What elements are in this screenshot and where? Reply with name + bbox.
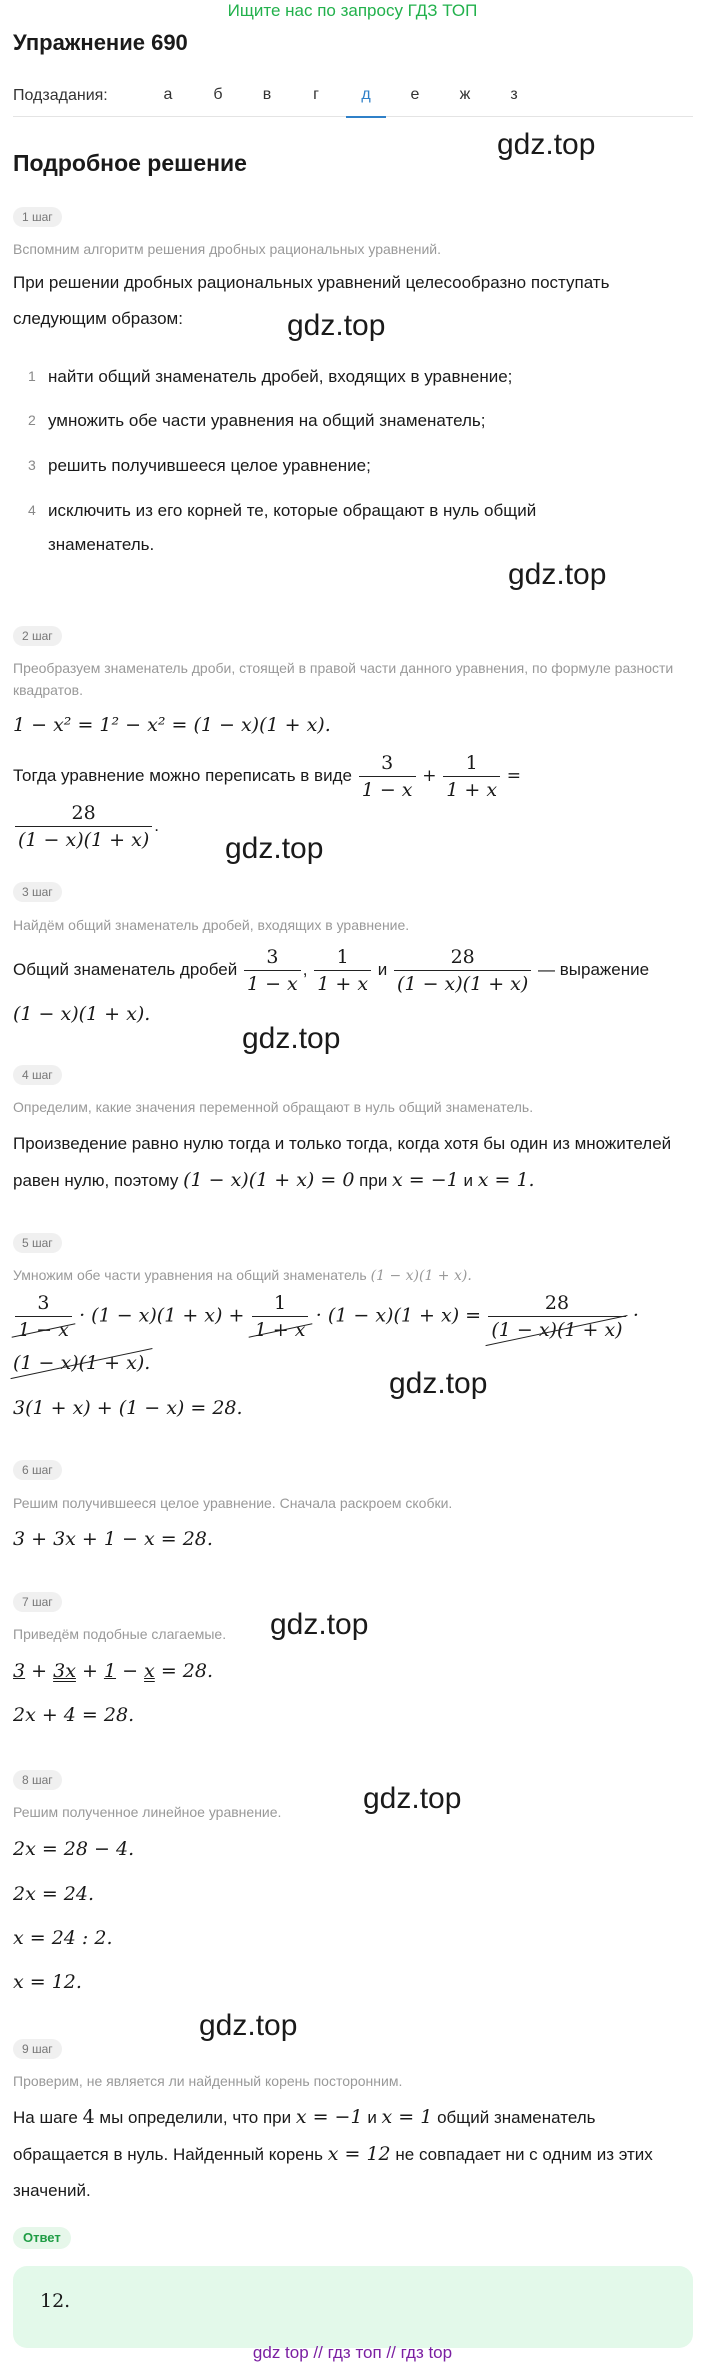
footer-links[interactable]: gdz top // гдз топ // гдз top: [252, 2343, 453, 2362]
tab-zh[interactable]: ж: [459, 86, 471, 103]
like-term: 3: [13, 1660, 26, 1682]
step-text-part: Тогда уравнение можно переписать в виде: [13, 765, 352, 785]
subtasks-bar: [13, 82, 693, 117]
fraction-numerator: 3: [359, 750, 416, 777]
tab-b[interactable]: б: [213, 86, 223, 103]
formula: 2x = 28 − 4.: [13, 1838, 135, 1860]
step-hint: Решим получившееся целое уравнение. Сначала раскроем скобки.: [13, 1495, 453, 1511]
fraction: [443, 750, 500, 803]
step-text-part: не совпадает ни с одним из этих значений.: [13, 2145, 653, 2200]
watermark: gdz.top: [199, 2009, 298, 2042]
watermark: gdz.top: [242, 1022, 341, 1055]
operator: =: [506, 765, 522, 786]
step-hint: Преобразуем знаменатель дроби, стоящей в правой части данного уравнения, по формуле разности квадратов.: [13, 660, 674, 698]
formula: x = 24 : 2.: [13, 1927, 113, 1949]
step-badge: 9 шаг: [13, 2039, 62, 2059]
step-text: [13, 2099, 673, 2209]
formula: 4: [82, 2106, 95, 2128]
formula: ·: [632, 1304, 639, 1327]
list-number: 4: [28, 502, 36, 518]
search-banner: Ищите нас по запросу ГДЗ ТОП: [227, 1, 478, 20]
step-text: [13, 800, 693, 853]
step-text-part: и: [377, 959, 388, 979]
fraction-denominator: (1 − x)(1 + x): [18, 829, 150, 851]
fraction: [15, 1290, 72, 1343]
step-badge: 4 шаг: [13, 1065, 62, 1085]
fraction-numerator: 28: [394, 944, 531, 971]
operator: +: [422, 765, 437, 786]
step-hint: [13, 1264, 683, 1287]
formula: [13, 1653, 693, 1689]
page-title: Упражнение 690: [13, 30, 188, 55]
step-badge: 2 шаг: [13, 626, 62, 646]
fraction: [314, 944, 371, 997]
step-text-part: На шаге: [13, 2108, 78, 2127]
fraction-numerator: 1: [443, 750, 500, 777]
list-item: умножить обе части уравнения на общий знаменатель;: [48, 411, 486, 430]
fraction-denominator: 1 − x: [246, 973, 298, 995]
fraction: [15, 800, 152, 853]
step-hint: Найдём общий знаменатель дробей, входящих в уравнение.: [13, 917, 410, 933]
list-item: исключить из его корней те, которые обращают в нуль общий знаменатель.: [48, 501, 537, 554]
answer-box: [13, 2266, 693, 2348]
formula: (1 − x)(1 + x) = 0: [183, 1169, 355, 1191]
step-text: [13, 1126, 683, 1199]
tab-d[interactable]: д: [346, 86, 386, 118]
step-hint: Приведём подобные слагаемые.: [13, 1626, 227, 1642]
fraction-numerator: 28: [488, 1290, 625, 1317]
operator: +: [31, 1660, 48, 1682]
step-text-part: Произведение равно нулю тогда и только тогда, когда хотя бы один из множителей равен нулю, поэтому: [13, 1134, 672, 1190]
list-number: 3: [28, 457, 36, 473]
step-text-part: мы определили, что при: [99, 2108, 292, 2127]
step-badge: 8 шаг: [13, 1770, 62, 1790]
fraction: [488, 1290, 625, 1343]
step-text-part: Общий знаменатель дробей: [13, 959, 238, 979]
watermark: gdz.top: [363, 1782, 462, 1815]
list-number: 1: [28, 368, 36, 384]
fraction: [252, 1290, 309, 1343]
formula-line: [13, 1290, 693, 1343]
step-text: При решении дробных рациональных уравнений целесообразно поступать следующим образом:: [13, 273, 610, 328]
step-badge: 7 шаг: [13, 1592, 62, 1612]
formula: x = 12.: [13, 1971, 82, 1993]
answer-badge: Ответ: [13, 2227, 71, 2249]
section-title: Подробное решение: [13, 150, 247, 176]
fraction-denominator: 1 − x: [361, 779, 413, 801]
list-item: найти общий знаменатель дробей, входящих в уравнение;: [48, 367, 513, 386]
watermark: gdz.top: [508, 558, 607, 591]
fraction-denominator: 1 + x: [252, 1317, 309, 1343]
formula: 1 − x² = 1² − x² = (1 − x)(1 + x).: [13, 714, 331, 736]
struck-expression: (1 − x)(1 + x).: [13, 1345, 150, 1381]
fraction: [394, 944, 531, 997]
fraction-denominator: 1 + x: [446, 779, 498, 801]
formula: 2x + 4 = 28.: [13, 1704, 135, 1726]
fraction-numerator: 3: [244, 944, 301, 971]
list-item: решить получившееся целое уравнение;: [48, 456, 371, 475]
watermark: gdz.top: [287, 309, 386, 342]
step-badge: 3 шаг: [13, 882, 62, 902]
punctuation: .: [154, 815, 159, 835]
formula: x = −1: [295, 2106, 363, 2128]
formula: [13, 1345, 693, 1381]
formula: · (1 − x)(1 + x) +: [79, 1304, 245, 1327]
step-hint: Решим полученное линейное уравнение.: [13, 1804, 282, 1820]
step-badge: 6 шаг: [13, 1460, 62, 1480]
tab-g[interactable]: г: [313, 86, 319, 103]
formula: · (1 − x)(1 + x) =: [315, 1304, 482, 1327]
step-text: [13, 944, 693, 997]
watermark: gdz.top: [389, 1367, 488, 1400]
step-text: [13, 750, 693, 803]
watermark: gdz.top: [225, 832, 324, 865]
punctuation: ,: [302, 959, 308, 979]
fraction-denominator: 1 + x: [317, 973, 369, 995]
watermark: gdz.top: [270, 1608, 369, 1641]
step-text-part: и: [463, 1171, 474, 1190]
step-hint-part: Умножим обе части уравнения на общий знаменатель: [13, 1267, 367, 1283]
list-number: 2: [28, 412, 36, 428]
tab-a[interactable]: а: [163, 86, 173, 103]
formula: (1 − x)(1 + x).: [13, 1003, 151, 1025]
formula: x = 1.: [477, 1169, 535, 1191]
tab-z[interactable]: з: [510, 86, 518, 103]
fraction-numerator: 28: [15, 800, 152, 827]
fraction-numerator: 1: [252, 1290, 309, 1317]
tab-e[interactable]: е: [410, 86, 420, 103]
formula: x = 12: [327, 2143, 391, 2165]
step-badge: 1 шаг: [13, 207, 62, 227]
fraction-numerator: 3: [15, 1290, 72, 1317]
fraction-denominator: 1 − x: [15, 1317, 72, 1343]
subtasks-label: Подзадания:: [13, 87, 108, 104]
answer-value: 12.: [40, 2290, 71, 2312]
like-term: 1: [103, 1660, 117, 1682]
fraction-numerator: 1: [314, 944, 371, 971]
watermark: gdz.top: [497, 128, 596, 161]
fraction-denominator: (1 − x)(1 + x): [488, 1317, 625, 1343]
formula: 2x = 24.: [13, 1883, 95, 1905]
step-text-part: и: [367, 2108, 377, 2127]
tab-v[interactable]: в: [262, 86, 272, 103]
like-term: x: [144, 1660, 155, 1682]
formula: x = −1: [392, 1169, 459, 1191]
formula: 3 + 3x + 1 − x = 28.: [13, 1528, 213, 1550]
formula: (1 − x)(1 + x).: [370, 1268, 472, 1284]
formula-rest: = 28.: [160, 1660, 213, 1682]
step-text-part: — выражение: [538, 959, 650, 979]
step-hint: Проверим, не является ли найденный корень посторонним.: [13, 2073, 403, 2089]
operator: +: [81, 1660, 98, 1682]
formula: x = 1: [381, 2106, 433, 2128]
like-term: 3x: [53, 1660, 76, 1682]
step-hint: Определим, какие значения переменной обращают в нуль общий знаменатель.: [13, 1099, 534, 1115]
fraction: [359, 750, 416, 803]
step-badge: 5 шаг: [13, 1233, 62, 1253]
operator: −: [122, 1660, 138, 1682]
fraction-denominator: (1 − x)(1 + x): [397, 973, 529, 995]
step-text-part: при: [359, 1171, 388, 1190]
step-text-part: общий знаменатель обращается в нуль. Найденный корень: [13, 2108, 596, 2164]
step-hint: Вспомним алгоритм решения дробных рациональных уравнений.: [13, 241, 442, 257]
fraction: [244, 944, 301, 997]
formula: 3(1 + x) + (1 − x) = 28.: [13, 1397, 243, 1419]
